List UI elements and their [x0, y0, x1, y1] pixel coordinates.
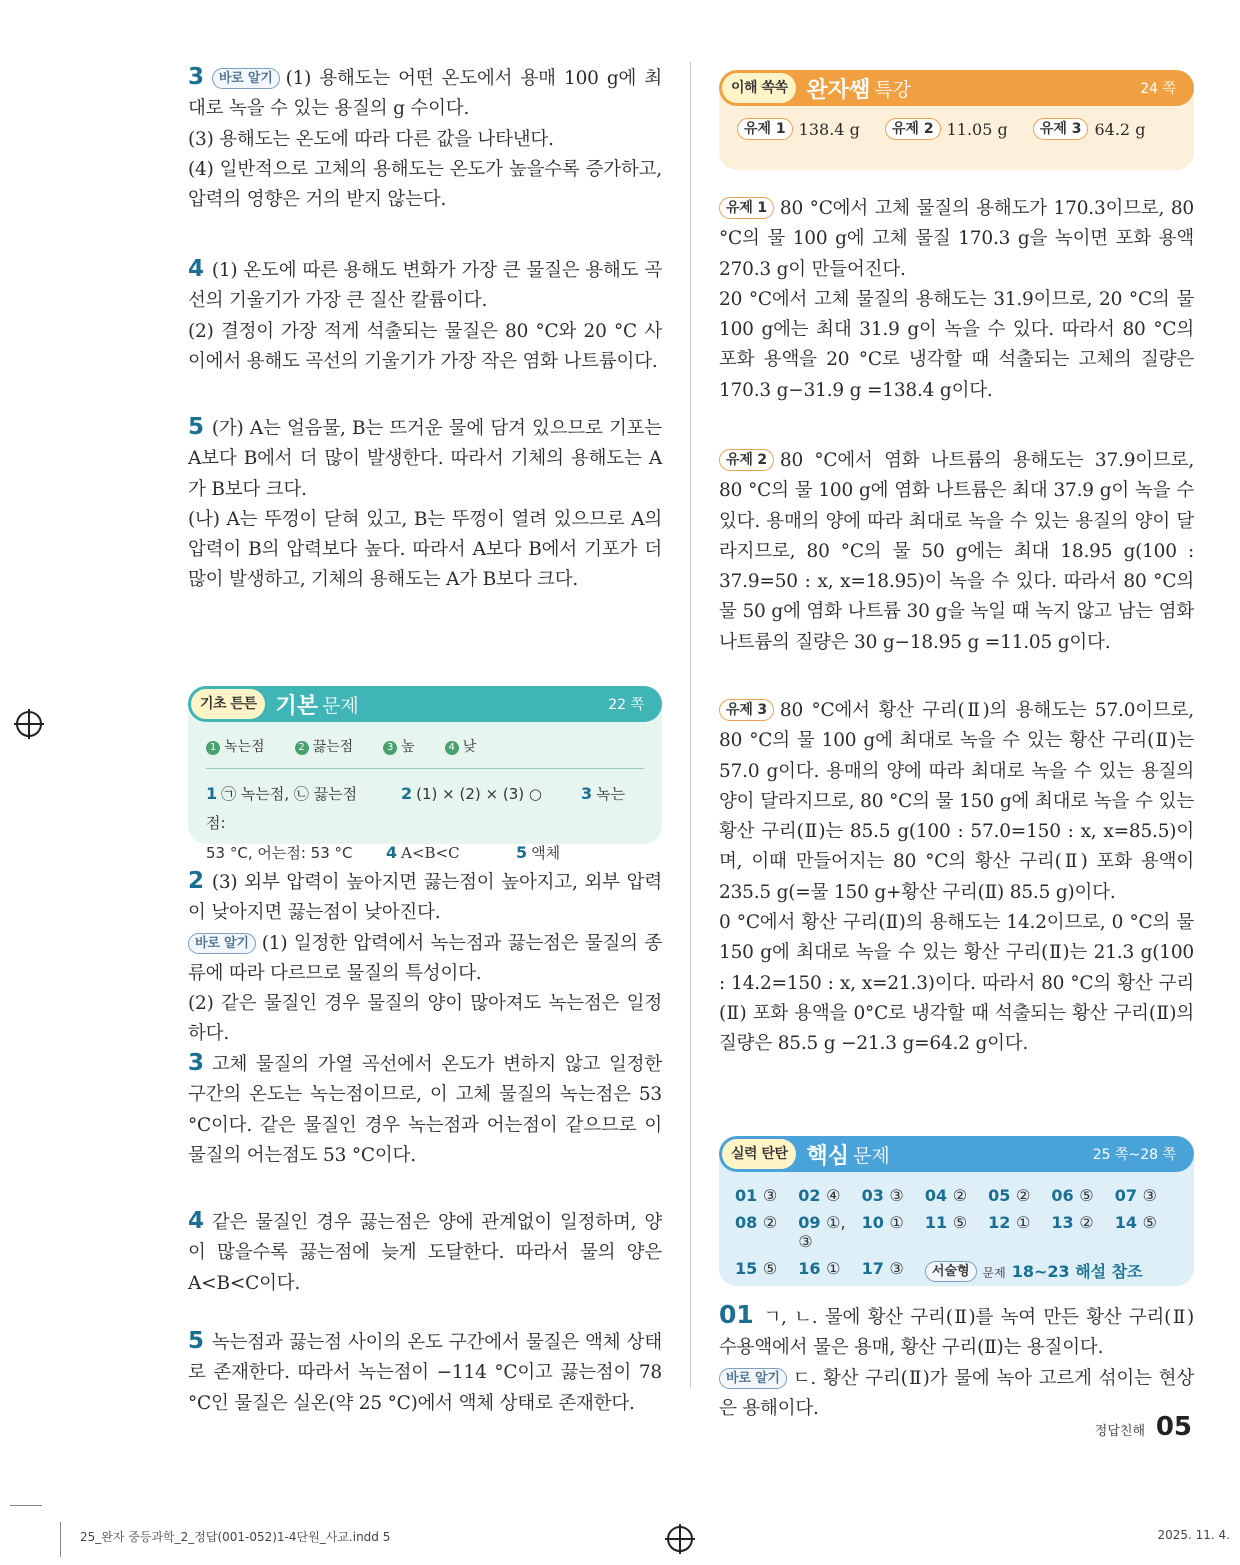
core-answers-box [719, 1158, 1194, 1286]
correct-tag: 바로 알기 [719, 1368, 787, 1389]
essay-tag: 서술형 [925, 1261, 977, 1282]
answer-text: 고체 물질의 가열 곡선에서 온도가 변하지 않고 일정한 구간의 온도는 녹는점이므로, 이 고체 물질의 녹는점은 53 °C이다. 같은 물질인 경우 녹는점과 어는점이 같으므로 이 물질의 어는점도 53 °C이다. [188, 1054, 662, 1166]
answer-number: 01 [719, 1300, 754, 1329]
basic-problems-section [188, 686, 662, 862]
core-answer: 10 ① [861, 1213, 904, 1232]
short-answers [206, 779, 644, 868]
core-answer: 09 ①, ③ [798, 1213, 846, 1251]
basic-answers-box [188, 708, 662, 862]
concept-text: 높 [401, 739, 415, 755]
answer-text: (1) 용해도는 어떤 온도에서 용매 100 g에 최대로 녹을 수 있는 용질의 g 수이다. [188, 68, 662, 120]
print-file-name: 25_완자 중등과학_2_정답(001-052)1-4단원_사교.indd 5 [80, 1530, 391, 1544]
example-answer: 138.4 g [798, 120, 860, 139]
section-subtitle: 문제 [853, 1144, 890, 1167]
basic-answer-3 [188, 1048, 662, 1170]
core-answer: 13 ② [1051, 1213, 1094, 1232]
answer-text: ㄱ, ㄴ. 물에 황산 구리(Ⅱ)를 녹여 만든 황산 구리(Ⅱ) 수용액에서 물은 용매, 황산 구리(Ⅱ)는 용질이다. [719, 1307, 1194, 1359]
core-answer: 06 ⑤ [1051, 1186, 1094, 1205]
basic-problems-banner [188, 686, 662, 722]
correct-tag: 바로 알기 [188, 933, 256, 954]
example-tag: 유제 2 [719, 449, 774, 471]
section-title: 핵심 [806, 1143, 849, 1169]
section-page: 24 쪽 [1140, 81, 1176, 97]
answer-text: 80 °C에서 황산 구리(Ⅱ)의 용해도는 57.0이므로, 80 °C의 물 100 g에 최대로 녹을 수 있는 황산 구리(Ⅱ)는 57.0 g이다. 용매의 양에 따라 최대로 녹을 수 있는 용질의 양이 달라지므로, 80 °C의 물 150 g에 최대로 녹을 수 있는 황산 구리(Ⅱ)는 85.5 g(100 : 57.0=150 : x, x=85.5)이며, 이때 만들어지는 80 °C의 황산 구리(Ⅱ) 포화 용액이 235.5 g(=물 150 g+황산 구리(Ⅱ) 85.5 g)이다. [719, 700, 1194, 903]
core-answer: 07 ③ [1114, 1186, 1157, 1205]
answer-number: 5 [516, 843, 528, 862]
concept-text: 녹는점 [224, 739, 265, 755]
core-answer: 12 ① [988, 1213, 1031, 1232]
basic-answer-4 [188, 1206, 662, 1298]
answer-text: 0 °C에서 황산 구리(Ⅱ)의 용해도는 14.2이므로, 0 °C의 물 150 g에 최대로 녹을 수 있는 황산 구리(Ⅱ)는 21.3 g(100 : 14.2=150 : x, x=21.3)이다. 따라서 80 °C의 황산 구리(Ⅱ) 포화 용액을 0°C로 냉각할 때 석출되는 황산 구리(Ⅱ)의 질량은 85.5 g −21.3 g=64.2 g이다. [719, 912, 1194, 1055]
section-subtitle: 문제 [322, 694, 359, 717]
concept-item [206, 736, 265, 756]
answer-text: (나) A는 뚜껑이 닫혀 있고, B는 뚜껑이 열려 있으므로 A의 압력이 B의 압력보다 높다. 따라서 A보다 B에서 기포가 더 많이 발생하고, 기체의 용해도는 A가 B보다 크다. [188, 508, 662, 591]
core-answer: 14 ⑤ [1114, 1213, 1157, 1232]
answer-text: 80 °C에서 염화 나트륨의 용해도는 37.9이므로, 80 °C의 물 100 g에 염화 나트륨은 최대 37.9 g이 녹을 수 있다. 용매의 양에 따라 최대로 녹을 수 있는 용질의 양이 달라지므로, 80 °C의 물 50 g에는 최대 18.95 g(100 : 37.9=50 : x, x=18.95)이 녹을 수 있다. 따라서 80 °C의 물 50 g에 염화 나트륨 30 g을 녹일 때 녹지 않고 남는 염화 나트륨의 질량은 30 g−18.95 g =11.05 g이다. [719, 450, 1194, 653]
answer-number: 4 [386, 843, 398, 862]
basic-answer-2 [188, 866, 662, 1045]
essay-tag-suffix: 문제 [982, 1266, 1006, 1280]
answer-number: 2 [188, 868, 204, 894]
example-tag: 유제 3 [1033, 118, 1089, 140]
answer-number: 3 [188, 1050, 204, 1076]
core-problems-section [719, 1136, 1194, 1286]
answer-text: 53 °C, 어는점: 53 °C [206, 844, 353, 862]
column-divider [690, 62, 691, 1388]
section-pill: 기초 튼튼 [191, 689, 265, 719]
registration-mark-icon [16, 711, 42, 737]
answer-number: 4 [188, 1208, 204, 1234]
answer-text: ㄷ. 황산 구리(Ⅱ)가 물에 녹아 고르게 섞이는 현상은 용해이다. [719, 1367, 1194, 1419]
concept-answers [206, 736, 644, 769]
number-badge: 1 [206, 741, 220, 755]
section-title: 기본 [275, 693, 318, 719]
core-answer: 05 ② [988, 1186, 1031, 1205]
section-title: 완자쌤 [806, 77, 871, 103]
example-answer: 11.05 g [946, 120, 1008, 139]
answer-3 [188, 62, 662, 212]
answer-number: 1 [206, 784, 218, 803]
section-pill: 실력 탄탄 [722, 1139, 796, 1169]
concept-text: 끓는점 [312, 739, 354, 755]
answer-text: (1) × (2) × (3) ○ [416, 785, 542, 803]
answer-text: (가) A는 얼음물, B는 뜨거운 물에 담겨 있으므로 기포는 A보다 B에서 더 많이 발생한다. 따라서 기체의 용해도는 A가 B보다 크다. [188, 418, 662, 500]
special-lecture-banner [719, 70, 1194, 106]
core-answer: 17 ③ [861, 1259, 904, 1278]
answer-text: ㉠ 녹는점, ㉡ 끓는점 [221, 785, 358, 803]
core-answer: 11 ⑤ [924, 1213, 968, 1232]
basic-answer-5 [188, 1326, 662, 1419]
example-2-solution [719, 446, 1194, 658]
core-answer: 15 ⑤ [735, 1259, 778, 1278]
print-date: 2025. 11. 4. [1157, 1528, 1230, 1542]
answer-number: 3 [188, 64, 204, 90]
page-number: 05 [1155, 1412, 1192, 1442]
answer-text: 80 °C에서 고체 물질의 용해도가 170.3이므로, 80 °C의 물 100 g에 고체 물질 170.3 g을 녹이면 포화 용액 270.3 g이 만들어진다. [719, 198, 1194, 280]
core-answer: 04 ② [924, 1186, 968, 1205]
special-lecture-section [719, 70, 1194, 170]
concept-item [383, 736, 415, 756]
core-answer: 16 ① [798, 1259, 841, 1278]
concept-item [295, 736, 354, 756]
answer-text: 같은 물질인 경우 끓는점은 양에 관계없이 일정하며, 양이 많을수록 끓는점에 늦게 도달한다. 따라서 물의 양은 A<B<C이다. [188, 1212, 662, 1294]
essay-answer: 서술형 문제 18~23 해설 참조 [925, 1259, 1178, 1282]
core-answer: 02 ④ [798, 1186, 841, 1205]
example-tag: 유제 1 [737, 118, 793, 140]
crop-mark [10, 1505, 42, 1506]
answer-number: 2 [401, 784, 413, 803]
answer-number: 5 [188, 1328, 204, 1354]
core-answer-grid [735, 1186, 1178, 1282]
answer-text: 녹는점과 끓는점 사이의 온도 구간에서 물질은 액체 상태로 존재한다. 따라서 녹는점이 −114 °C이고 끓는점이 78 °C인 물질은 실온(약 25 °C)에서 액체 상태로 존재한다. [188, 1332, 662, 1414]
example-tag: 유제 2 [885, 118, 941, 140]
section-pill: 이해 쏙쏙 [722, 73, 796, 103]
registration-mark-icon [667, 1526, 693, 1552]
left-column [188, 62, 662, 1419]
right-column [719, 62, 1194, 1424]
section-subtitle: 특강 [874, 78, 911, 101]
example-tag: 유제 3 [719, 699, 774, 721]
number-badge: 2 [295, 741, 309, 755]
core-answer-01 [719, 1300, 1194, 1424]
answer-number: 4 [188, 256, 204, 282]
answer-text: A<B<C [401, 844, 460, 862]
footer-label: 정답친해 [1094, 1424, 1145, 1439]
section-page: 25 쪽~28 쪽 [1092, 1147, 1176, 1163]
number-badge: 3 [383, 741, 397, 755]
example-answer: 64.2 g [1094, 120, 1146, 139]
concept-text: 낮 [462, 739, 477, 755]
example-3-solution [719, 696, 1194, 1058]
section-page: 22 쪽 [608, 697, 644, 713]
crop-mark [60, 1522, 61, 1557]
answer-text: 20 °C에서 고체 물질의 용해도는 31.9이므로, 20 °C의 물 100 g에는 최대 31.9 g이 녹을 수 있다. 따라서 80 °C의 포화 용액을 20 °C로 냉각할 때 석출되는 고체의 질량은 170.3 g−31.9 g =138.4 g이다. [719, 288, 1194, 401]
example-tag: 유제 1 [719, 197, 774, 219]
core-answer: 01 ③ [735, 1186, 778, 1205]
core-answer: 08 ② [735, 1213, 778, 1232]
number-badge: 4 [445, 741, 459, 755]
correct-tag: 바로 알기 [212, 68, 280, 89]
answer-text: (4) 일반적으로 고체의 용해도는 온도가 높을수록 증가하고, 압력의 영향은 거의 받지 않는다. [188, 158, 662, 211]
core-answer: 03 ③ [861, 1186, 904, 1205]
concept-item [445, 736, 477, 756]
answer-5 [188, 412, 662, 594]
answer-text: (2) 같은 물질인 경우 물질의 양이 많아져도 녹는점은 일정하다. [188, 993, 662, 1045]
answer-text: 액체 [531, 844, 561, 862]
example-1-solution [719, 194, 1194, 406]
answer-text: (1) 온도에 따른 용해도 변화가 가장 큰 물질은 용해도 곡선의 기울기가 가장 큰 질산 칼륨이다. [188, 260, 662, 312]
answer-text: (3) 용해도는 온도에 따라 다른 값을 나타낸다. [188, 128, 554, 150]
answer-text: (1) 일정한 압력에서 녹는점과 끓는점은 물질의 종류에 따라 다르므로 물질의 특성이다. [188, 932, 662, 984]
answer-text: (2) 결정이 가장 적게 석출되는 물질은 80 °C와 20 °C 사이에서 용해도 곡선의 기울기가 가장 작은 염화 나트륨이다. [188, 320, 662, 372]
core-problems-banner [719, 1136, 1194, 1172]
answer-number: 5 [188, 414, 204, 440]
answer-4 [188, 254, 662, 376]
answer-text: (3) 외부 압력이 높아지면 끓는점이 높아지고, 외부 압력이 낮아지면 끓는점이 낮아진다. [188, 872, 662, 924]
answer-text: 녹는점: [206, 785, 626, 832]
answer-number: 3 [581, 784, 593, 803]
